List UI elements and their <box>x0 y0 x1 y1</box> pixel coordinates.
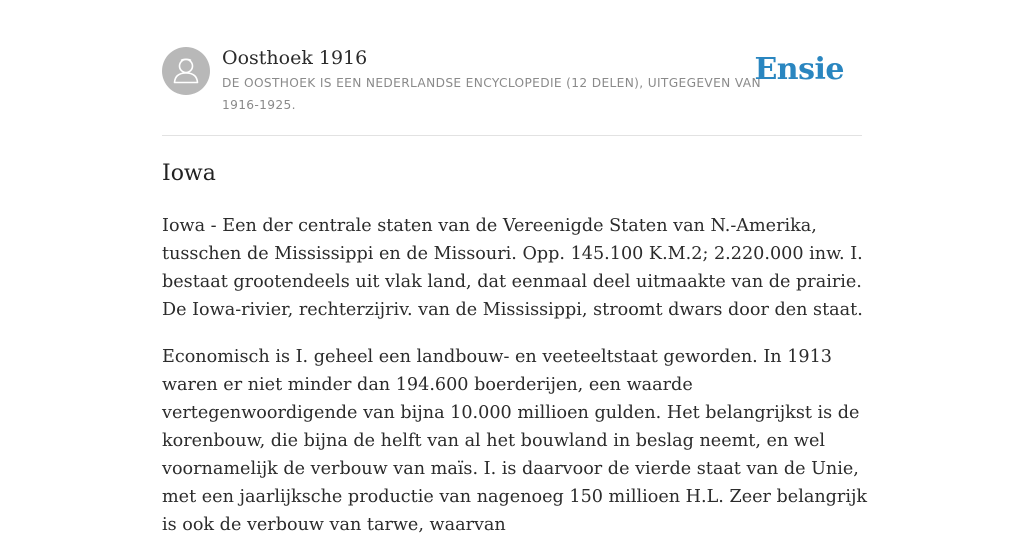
article-paragraph-1: Iowa - Een der centrale staten van de Vereenigde Staten van N.-Amerika, tusschen de Mississippi en de Missouri. Opp. 145.100 K.M.2; 2.220.000 inw. I. bestaat grootendeels uit vlak land, dat eenmaal deel uitmaakte van de prairie. De Iowa-rivier, rechterzijriv. van de Mississippi, stroomt dwars door den staat. <box>162 216 863 320</box>
ensie-logo-link[interactable]: Ensie <box>754 52 844 87</box>
source-name[interactable]: Oosthoek 1916 <box>222 47 368 69</box>
article-title: Iowa <box>162 161 216 186</box>
article <box>162 158 874 539</box>
header-divider <box>162 135 862 136</box>
source-avatar[interactable] <box>162 47 210 95</box>
user-icon <box>162 47 210 95</box>
article-paragraph-2: Economisch is I. geheel een landbouw- en veeteeltstaat geworden. In 1913 waren er niet minder dan 194.600 boerderijen, een waarde vertegenwoordigende van bijna 10.000 millioen gulden. Het belangrijkst is de korenbouw, die bijna de helft van al het bouwland in beslag neemt, en wel voornamelijk de verbouw van maïs. I. is daarvoor de vierde staat van de Unie, met een jaarlijksche productie van nagenoeg 150 millioen H.L. Zeer belangrijk is ook de verbouw van tarwe, waarvan <box>162 347 868 535</box>
source-description: DE OOSTHOEK IS EEN NEDERLANDSE ENCYCLOPEDIE (12 DELEN), UITGEGEVEN VAN 1916-1925. <box>222 76 761 112</box>
source-header <box>162 46 862 134</box>
